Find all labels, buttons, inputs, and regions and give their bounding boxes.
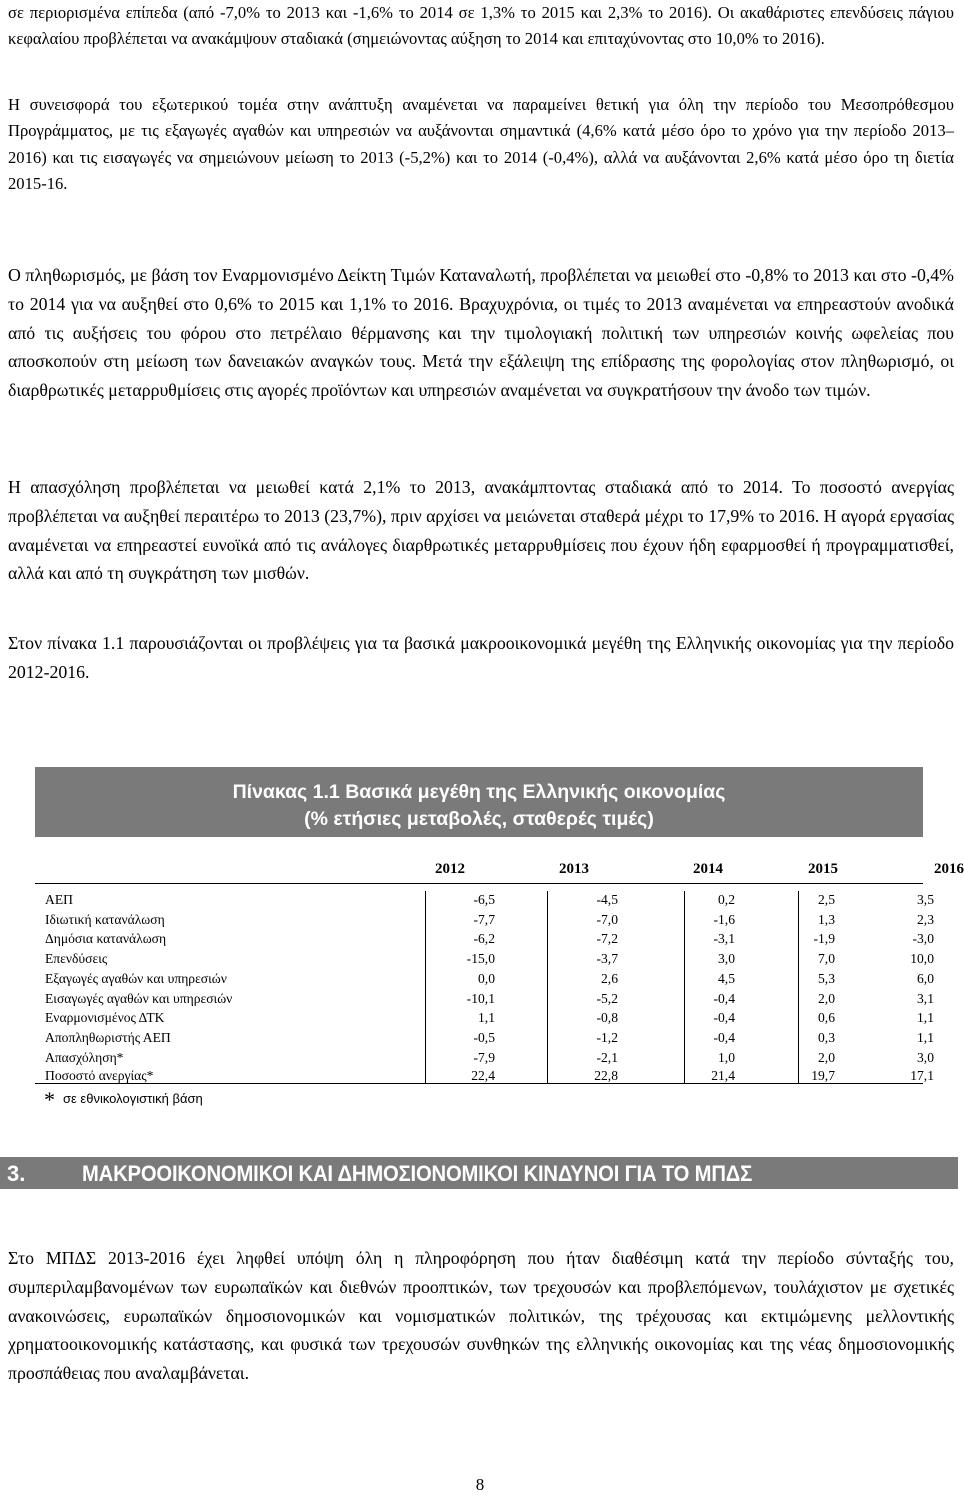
table-title: Πίνακας 1.1 Βασικά μεγέθη της Ελληνικής οικονομίας [232,781,726,803]
section-number: 3. [7,1161,26,1186]
table-row [35,1008,934,1028]
table-cell: 1,1 [917,1010,934,1026]
table-cell: 19,7 [811,1068,835,1084]
table-cell: 1,1 [917,1029,934,1045]
table-subtitle: (% ετήσιες μεταβολές, σταθερές τιμές) [304,808,654,830]
table-cell: 0,0 [478,970,495,986]
table-cell: 1,3 [818,911,835,927]
table-cell: -7,2 [596,931,618,947]
table-cell: 1,0 [718,1049,735,1065]
table-cell: 2,0 [818,990,835,1006]
row-label: Απασχόληση* [45,1049,124,1065]
table-cell: 3,0 [718,951,735,967]
table-row [35,949,934,969]
page-number: 8 [475,1475,485,1494]
paragraph-investment: σε περιορισμένα επίπεδα (από -7,0% το 2013 και -1,6% το 2014 σε 1,3% το 2015 και 2,3% το 2016). Οι ακαθάριστες επενδύσεις πάγιου κεφαλαίου προβλέπεται να ανακάμψουν σταδιακά (σημειώνοντας αύξηση το 2014 και επιταχύνοντας στο 10,0% το 2016). [8,3,954,49]
row-label: Δημόσια κατανάλωση [45,931,167,947]
table-cell: 17,1 [910,1068,934,1084]
table-cell: -7,0 [596,911,618,927]
row-label: Εναρμονισμένος ΔΤΚ [45,1010,165,1026]
table-header-rule [35,883,923,884]
table-cell: 0,6 [818,1010,835,1026]
row-label: Ποσοστό ανεργίας* [45,1068,154,1084]
table-row [35,929,934,949]
table-cell: -1,2 [596,1029,618,1045]
table-cell: 2,0 [818,1049,835,1065]
year-header: 2013 [559,861,589,877]
table-cell: -4,5 [596,892,618,907]
table-cell: -15,0 [466,951,495,967]
table-cell: 10,0 [910,951,934,967]
table-cell: 3,5 [917,892,934,907]
row-label: Ιδιωτική κατανάλωση [45,911,165,927]
table-cell: 2,6 [601,970,618,986]
table-row [35,1048,934,1068]
table-cell: 2,5 [818,892,835,907]
table-cell: -5,2 [596,990,618,1006]
paragraph-external-sector: Η συνεισφορά του εξωτερικού τομέα στην ανάπτυξη αναμένεται να παραμείνει θετική για όλη την περίοδο του Μεσοπρόθεσμου Προγράμματος, με τις εξαγωγές αγαθών και υπηρεσιών να αυξάνονται σημαντικά (4,6% κατά μέσο όρο το χρόνο για την περίοδο 2013–2016) και τις εισαγωγές να σημειώνουν μείωση το 2013 (-5,2%) και το 2014 (-0,4%), αλλά να αυξάνονται 2,6% κατά μέσο όρο τη διετία 2015-16. [8,95,954,194]
year-header: 2016 [934,861,964,877]
table-cell: 1,1 [478,1010,495,1026]
paragraph-inflation: Ο πληθωρισμός, με βάση τον Εναρμονισμένο Δείκτη Τιμών Καταναλωτή, προβλέπεται να μειωθεί στο -0,8% το 2013 και στο -0,4% το 2014 για να αυξηθεί στο 0,6% το 2015 και 1,1% το 2016. Βραχυχρόνια, οι τιμές το 2013 αναμένεται να επηρεαστούν ανοδικά από τις αυξήσεις του φόρου στο πετρέλαιο θέρμανσης και την τιμολογιακή πολιτική των υπηρεσιών κοινής ωφελείας που αποσκοπούν στη μείωση των δανειακών αναγκών τους. Μετά την εξάλειψη της επίδρασης της φορολογίας στον πληθωρισμό, οι διαρθρωτικές μεταρρυθμίσεις στις αγορές προϊόντων και υπηρεσιών αναμένεται να συγκρατήσουν την άνοδο των τιμών. [8,265,954,401]
table-cell: 3,0 [917,1049,934,1065]
table-cell: -3,1 [713,931,735,947]
table-cell: -1,9 [813,931,835,947]
row-label: ΑΕΠ [45,892,73,907]
table-cell: 7,0 [818,951,835,967]
row-label: Αποπληθωριστής ΑΕΠ [45,1029,171,1045]
row-label: Εισαγωγές αγαθών και υπηρεσιών [45,990,233,1006]
table-cell: -3,7 [596,951,618,967]
row-label: Επενδύσεις [45,951,108,967]
section-title: ΜΑΚΡΟΟΙΚΟΝΟΜΙΚΟΙ ΚΑΙ ΔΗΜΟΣΙΟΝΟΜΙΚΟΙ ΚΙΝΔΥΝΟΙ ΓΙΑ ΤΟ ΜΠΔΣ [82,1161,753,1186]
table-cell: 22,4 [471,1068,495,1084]
table-cell: 0,3 [818,1029,835,1045]
paragraph-table-intro: Στον πίνακα 1.1 παρουσιάζονται οι προβλέψεις για τα βασικά μακροοικονομικά μεγέθη της Ελληνικής οικονομίας για την περίοδο 2012-2016. [8,633,954,682]
table-cell: -1,6 [713,911,735,927]
footnote-text: σε εθνικολογιστική βάση [63,1091,203,1106]
table-row [35,969,934,989]
year-header: 2015 [808,861,838,877]
table-cell: -10,1 [466,990,495,1006]
table-cell: 5,3 [818,970,835,986]
table-row [35,1028,934,1048]
paragraph-risks: Στο ΜΠΔΣ 2013-2016 έχει ληφθεί υπόψη όλη η πληροφόρηση που ήταν διαθέσιμη κατά την περίοδο σύνταξής του, συμπεριλαμβανομένων των ευρωπαϊκών και διεθνών προοπτικών, των τρεχουσών και προβλεπόμενων, τουλάχιστον με σχετικές ανακοινώσεις, ευρωπαϊκών δημοσιονομικών και νομισματικών πολιτικών, της τρέχουσας και εκτιμώμενης μελλοντικής χρηματοοικονομικής κατάστασης, και φυσικά των τρεχουσών συνθηκών της ελληνικής οικονομίας και της νέας δημοσιονομικής προσπάθειας που αναλαμβάνεται. [8,1248,954,1384]
table-cell: 0,2 [718,892,735,907]
table-cell: 3,1 [917,990,934,1006]
footnote-asterisk: * [44,1087,55,1112]
table-footnote [44,1087,203,1113]
table-cell: 2,3 [917,911,934,927]
table-cell: 21,4 [711,1068,735,1084]
year-header: 2014 [693,861,723,877]
table-cell: 6,0 [917,970,934,986]
table-cell: -0,5 [473,1029,495,1045]
table-row [35,890,934,910]
paragraph-employment: Η απασχόληση προβλέπεται να μειωθεί κατά 2,1% το 2013, ανακάμπτοντας σταδιακά από το 2014. Το ποσοστό ανεργίας προβλέπεται να αυξηθεί περαιτέρω το 2013 (23,7%), πριν αρχίσει να μειώνεται σταθερά μέχρι το 17,9% το 2016. Η αγορά εργασίας αναμένεται να επηρεαστεί ευνοϊκά από τις ανάλογες διαρθρωτικές μεταρρυθμίσεις που έχουν ήδη εφαρμοσθεί ή προγραμματισθεί, αλλά και από τη συγκράτηση των μισθών. [8,477,954,584]
table-cell: -2,1 [596,1049,618,1065]
year-header: 2012 [435,861,465,877]
row-label: Εξαγωγές αγαθών και υπηρεσιών [45,970,227,986]
table-cell: -3,0 [912,931,934,947]
table-cell: -7,9 [473,1049,495,1065]
table-cell: -6,2 [473,931,495,947]
table-cell: -6,5 [473,892,495,907]
table-row [35,910,934,930]
table-cell: 4,5 [718,970,735,986]
table-bottom-rule [35,1083,923,1084]
table-cell: 22,8 [594,1068,618,1084]
table-row [35,989,934,1009]
table-cell: -0,4 [713,1010,735,1026]
table-cell: -0,8 [596,1010,618,1026]
table-title-box [35,767,923,837]
table-cell: -0,4 [713,990,735,1006]
table-cell: -0,4 [713,1029,735,1045]
table-cell: -7,7 [473,911,495,927]
